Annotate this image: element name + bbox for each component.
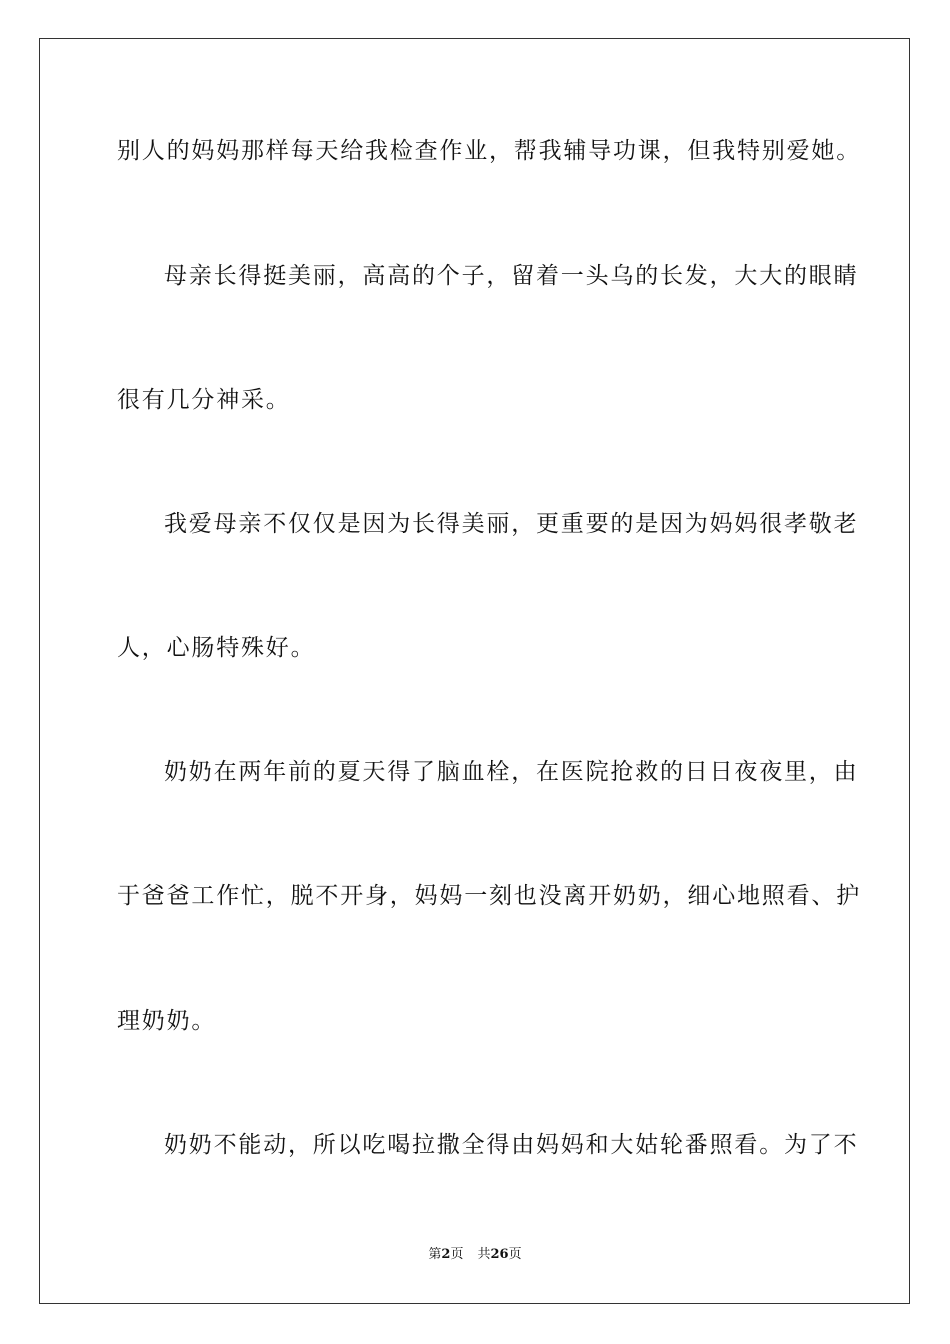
text-line-9: 奶奶不能动，所以吃喝拉撒全得由妈妈和大姑轮番照看。为了不	[164, 1132, 859, 1158]
text-line-1: 别人的妈妈那样每天给我检查作业，帮我辅导功课，但我特别爱她。	[117, 138, 861, 164]
total-suffix: 页	[508, 1247, 522, 1262]
text-line-2: 母亲长得挺美丽，高高的个子，留着一头乌的长发，大大的眼睛	[164, 263, 859, 289]
page-border	[39, 38, 910, 1304]
page-number: 2	[441, 1247, 451, 1262]
total-prefix: 共	[477, 1247, 491, 1262]
text-line-5: 人，心肠特殊好。	[117, 635, 316, 661]
page-footer	[0, 1246, 950, 1264]
page-prefix: 第	[428, 1247, 442, 1262]
text-line-3: 很有几分神采。	[117, 387, 291, 413]
text-line-6: 奶奶在两年前的夏天得了脑血栓，在医院抢救的日日夜夜里，由	[164, 759, 859, 785]
page-suffix: 页	[450, 1247, 464, 1262]
text-line-8: 理奶奶。	[117, 1008, 217, 1034]
text-line-4: 我爱母亲不仅仅是因为长得美丽，更重要的是因为妈妈很孝敬老	[164, 511, 859, 537]
total-pages: 26	[490, 1247, 509, 1262]
text-line-7: 于爸爸工作忙，脱不开身，妈妈一刻也没离开奶奶，细心地照看、护	[117, 883, 861, 909]
